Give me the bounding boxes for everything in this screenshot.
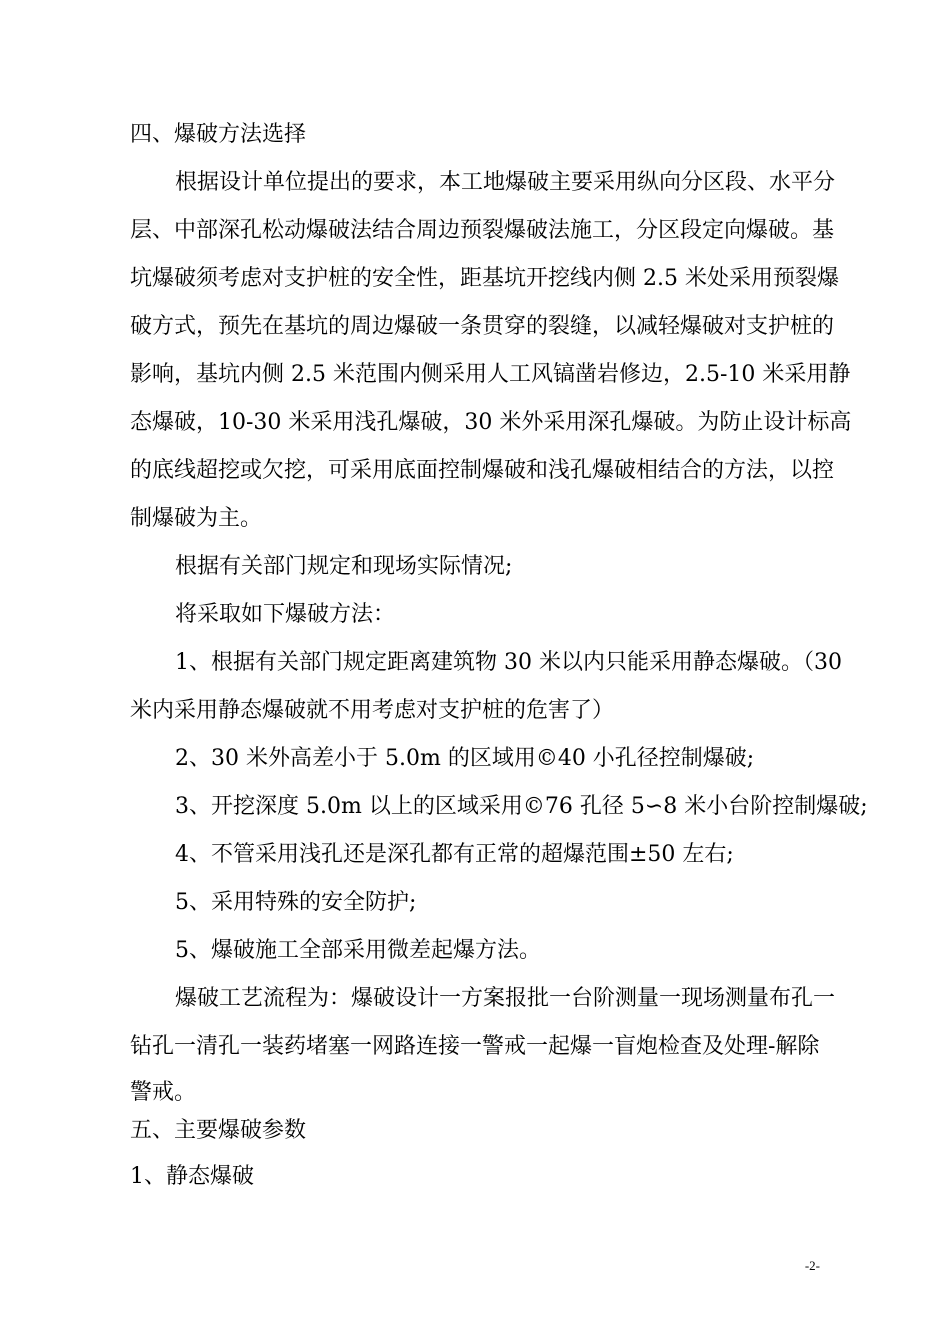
list-item: 1、根据有关部门规定距离建筑物 30 米以内只能采用静态爆破。（30 <box>175 650 842 675</box>
paragraph-line: 影响，基坑内侧 2.5 米范围内侧采用人工风镐凿岩修边，2.5-10 米采用静 <box>130 362 851 387</box>
list-item: 5、爆破施工全部采用微差起爆方法。 <box>175 938 541 963</box>
paragraph-line: 破方式，预先在基坑的周边爆破一条贯穿的裂缝，以减轻爆破对支护桩的 <box>130 314 835 339</box>
page-number: -2- <box>804 1258 820 1273</box>
section-heading-5: 五、主要爆破参数 <box>130 1118 307 1143</box>
list-item: 5、采用特殊的安全防护; <box>175 890 417 915</box>
paragraph-line: 的底线超挖或欠挖，可采用底面控制爆破和浅孔爆破相结合的方法，以控 <box>130 458 835 483</box>
paragraph-line: 爆破工艺流程为：爆破设计一方案报批一台阶测量一现场测量布孔一 <box>175 986 836 1011</box>
paragraph-line: 警戒。 <box>130 1080 197 1105</box>
list-item: 4、不管采用浅孔还是深孔都有正常的超爆范围±50 左右; <box>175 842 734 867</box>
paragraph-line: 态爆破，10-30 米采用浅孔爆破，30 米外采用深孔爆破。为防止设计标高 <box>130 410 852 435</box>
list-item: 3、开挖深度 5.0m 以上的区域采用©76 孔径 5∽8 米小台阶控制爆破; <box>175 794 868 819</box>
subsection-heading: 1、静态爆破 <box>130 1164 254 1189</box>
paragraph-line: 层、中部深孔松动爆破法结合周边预裂爆破法施工，分区段定向爆破。基 <box>130 218 835 243</box>
paragraph-line: 根据设计单位提出的要求，本工地爆破主要采用纵向分区段、水平分 <box>175 170 836 195</box>
paragraph-line: 坑爆破须考虑对支护桩的安全性，距基坑开挖线内侧 2.5 米处采用预裂爆 <box>130 266 839 291</box>
list-item-continuation: 米内采用静态爆破就不用考虑对支护桩的危害了） <box>130 698 615 723</box>
paragraph-line: 钻孔一清孔一装药堵塞一网路连接一警戒一起爆一盲炮检查及处理-解除 <box>130 1034 820 1059</box>
list-item: 2、30 米外高差小于 5.0m 的区域用©40 小孔径控制爆破; <box>175 746 755 771</box>
paragraph-line: 制爆破为主。 <box>130 506 263 531</box>
paragraph-line: 根据有关部门规定和现场实际情况; <box>175 554 513 579</box>
paragraph-line: 将采取如下爆破方法： <box>175 602 396 627</box>
section-heading-4: 四、爆破方法选择 <box>130 122 307 147</box>
